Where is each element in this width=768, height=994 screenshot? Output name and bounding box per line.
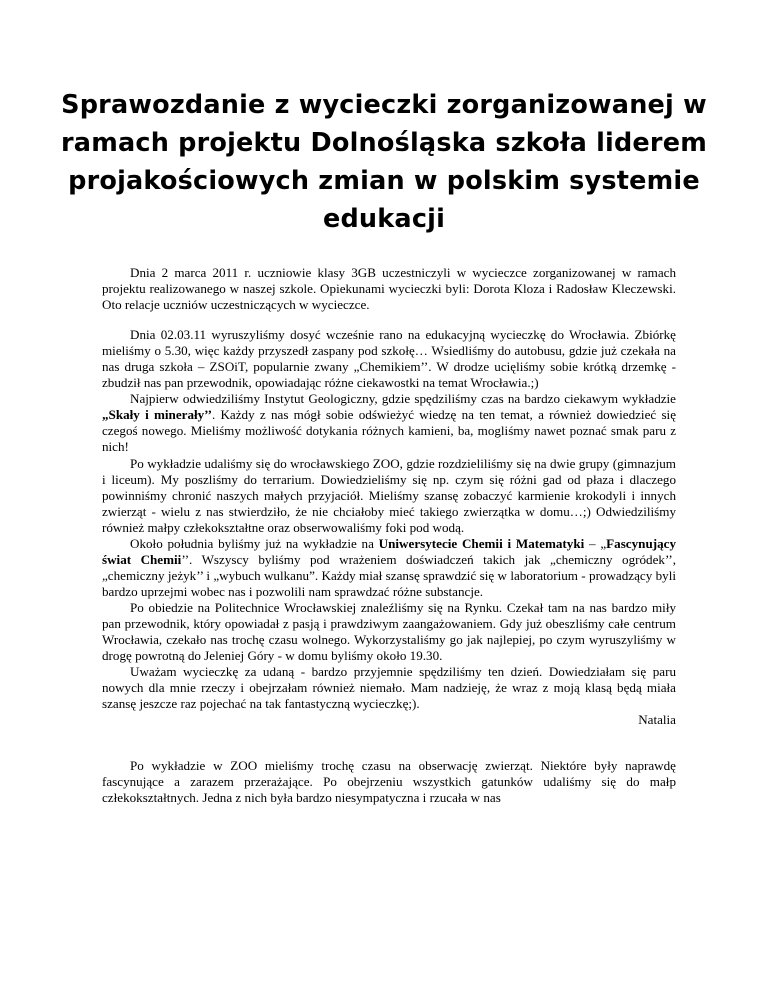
lecture-title-minerals: „Skały i minerały’’: [102, 407, 212, 423]
lecture-title-chemistry: Fascynujący świat Chemii: [102, 535, 676, 567]
text-span: Około południa byliśmy już na wykładzie na: [130, 535, 379, 551]
text-span: – „: [584, 535, 607, 551]
paragraph-geology-institute: [102, 391, 676, 455]
paragraph-departure: Dnia 02.03.11 wyruszyliśmy dosyć wcześnie rano na edukacyjną wycieczkę do Wrocławia. Zbiórkę mieliśmy o 5.30, więc każdy przyszedł zaspany pod szkołę… Wsiedliśmy do autobusu, gdzie już czekała na nas druga szkoła – ZSOiT, popularnie zwany „Chemikiem’’. W drodze ucięliśmy sobie krótką drzemkę - zbudził nas pan przewodnik, opowiadając różne ciekawostki na temat Wrocławia.;): [102, 327, 676, 391]
text-span: ’’. Wszyscy byliśmy pod wrażeniem doświadczeń takich jak „chemiczny ogródek’’, „chemiczny jeżyk’’ i „wybuch wulkanu”. Każdy miał szansę sprawdzić się w laboratorium - prowadzący byli bardzo uprzejmi wobec nas i pozwolili nam sprawdzać różne substancje.: [102, 551, 676, 599]
author-signature: Natalia: [638, 712, 676, 728]
text-span: . Każdy z nas mógł sobie odświeżyć wiedzę na ten temat, a również dowiedzieć się czegoś nowego. Mieliśmy możliwość dotykania różnych kamieni, ba, mogliśmy nawet poznać smak paru z nich!: [102, 407, 676, 455]
paragraph-zoo: Po wykładzie udaliśmy się do wrocławskiego ZOO, gdzie rozdzieliliśmy się na dwie grupy (gimnazjum i liceum). My poszliśmy do terrarium. Dowiedzieliśmy się np. czym się różni gad od płaza i dlaczego powinniśmy chronić naszych małych przyjaciół. Mieliśmy szansę zobaczyć karmienie krokodyli i innych zwierząt - wielu z nas stwierdziło, że nie chciałoby mieć takiego zwierzątka w domu…;) Odwiedziliśmy również małpy człekokształtne oraz obserwowaliśmy foki pod wodą.: [102, 455, 676, 535]
paragraph-university: [102, 536, 676, 600]
document-body: [102, 265, 676, 806]
paragraph-market-square: Po obiedzie na Politechnice Wrocławskiej znaleźliśmy się na Rynku. Czekał tam na nas bardzo miły pan przewodnik, który opowiadał z pasją i prawdziwym zaangażowaniem. Gdy już obeszliśmy całe centrum Wrocławia, czekało nas trochę czasu wolnego. Wykorzystaliśmy go jak najlepiej, po czym wyruszyliśmy w drogę powrotną do Jeleniej Góry - w domu byliśmy około 19.30.: [102, 599, 676, 664]
university-name: Uniwersytecie Chemii i Matematyki: [378, 535, 585, 551]
document-title: Sprawozdanie z wycieczki zorganizowanej w ramach projektu Dolnośląska szkoła liderem projakościowych zmian w polskim systemie edukacji: [61, 90, 707, 234]
paragraph-summary: Uważam wycieczkę za udaną - bardzo przyjemnie spędziliśmy ten dzień. Dowiedziałam się paru nowych dla mnie rzeczy i obejrzałam również niemało. Mam nadzieję, że wraz z moją klasą będą miała szansę jeszcze raz pojechać na tak fantastyczną wycieczkę;).: [102, 664, 676, 712]
paragraph-second-report: Po wykładzie w ZOO mieliśmy trochę czasu na obserwację zwierząt. Niektóre były naprawdę fascynujące a zarazem przerażające. Po obejrzeniu wszystkich gatunków udaliśmy się do małp człekokształtnych. Jedna z nich była bardzo niesympatyczna i rzucała w nas: [102, 758, 676, 806]
intro-paragraph: Dnia 2 marca 2011 r. uczniowie klasy 3GB uczestniczyli w wycieczce zorganizowanej w ramach projektu realizowanego w naszej szkole. Opiekunami wycieczki byli: Dorota Kloza i Radosław Kleczewski. Oto relacje uczniów uczestniczących w wycieczce.: [102, 265, 676, 313]
text-span: Najpierw odwiedziliśmy Instytut Geologiczny, gdzie spędziliśmy czas na bardzo ciekawym wykładzie: [130, 391, 676, 407]
